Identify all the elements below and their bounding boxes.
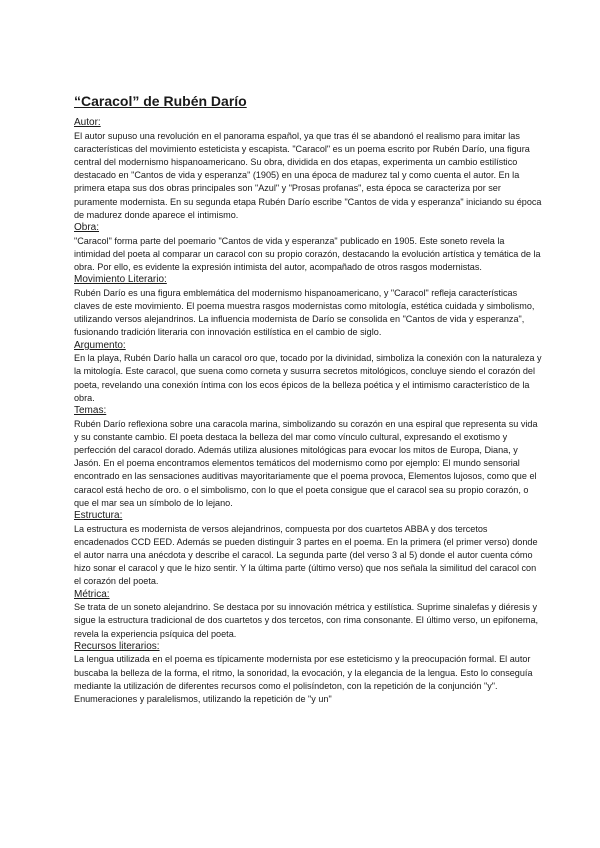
section-text: La lengua utilizada en el poema es típicamente modernista por ese esteticismo y la preocupación formal. El autor buscaba la belleza de la forma, el ritmo, la sonoridad, la evocación, y la elegancia de la lengua. Esto lo conseguía mediante la utilización de diferentes recursos como el polisíndeton, con la repetición de la conjunción "y". Enumeraciones y paralelismos, utilizando la repetición de "y un": [74, 654, 533, 705]
section-text: "Caracol" forma parte del poemario "Cantos de vida y esperanza" publicado en 1905. Este soneto revela la intimidad del poeta al comparar un caracol con su propio corazón, destacando la evolución artística y temática de la obra. Por ello, es evidente la expresión intimista del autor, acompañado de otros rasgos modernistas.: [74, 235, 541, 273]
section-recursos-literarios: [74, 641, 542, 706]
section-text: Se trata de un soneto alejandrino. Se destaca por su innovación métrica y estilística. Suprime sinalefas y diéresis y sigue la estructura tradicional de dos cuartetos y dos tercetos, con rima consonante. El último verso, un epifonema, revela la experiencia psíquica del poeta.: [74, 602, 539, 639]
section-heading: Obra:: [74, 222, 100, 234]
section-heading: Movimiento Literario:: [74, 274, 167, 286]
section-heading: Estructura:: [74, 510, 123, 522]
section-heading: Temas:: [74, 405, 107, 417]
section-heading: Argumento:: [74, 339, 126, 351]
section-heading: Métrica:: [74, 588, 110, 600]
document-title: “Caracol” de Rubén Darío: [74, 93, 247, 109]
section-metrica: [74, 589, 542, 641]
section-estructura: [74, 510, 542, 589]
section-autor: [74, 117, 542, 222]
section-text: En la playa, Rubén Darío halla un caracol oro que, tocado por la divinidad, simboliza la conexión con la naturaleza y la mitología. Este caracol, que suena como corneta y susurra secretos mitológicos, concluye siendo el corazón del poeta, revelando una conexión íntima con los ecos épicos de la belleza poética y el intimismo característico de la obra.: [74, 353, 542, 403]
section-text: El autor supuso una revolución en el panorama español, ya que tras él se abandonó el realismo para imitar las características del movimiento esteticista y escapista. "Caracol" es un poema escrito por Rubén Darío, una figura central del modernismo hispanoamericano. Su obra, dividida en dos etapas, experimenta un cambio estilístico destacado en "Cantos de vida y esperanza" (1905) en una época de madurez tal y como cuenta el autor. En la primera etapa sus dos obras principales son "Azul" y "Prosas profanas", esta época se caracteriza por ser puramente modernista. En su segunda etapa Rubén Darío escribe "Cantos de vida y esperanza" iniciando su época de madurez donde aparece el intimismo.: [74, 130, 542, 220]
section-obra: [74, 222, 542, 274]
section-argumento: [74, 340, 542, 405]
section-text: Rubén Darío reflexiona sobre una caracola marina, simbolizando su corazón en una espiral que representa su vida y su constante cambio. El poeta destaca la belleza del mar como vínculo cultural, expresando el exotismo y perfección del caracol dorado. Además utiliza alusiones mitológicas para evocar los mitos de Europa, Diana, y Jasón. En el poema encontramos elementos temáticos del modernismo como por ejemplo: El mundo sensorial encontrado en las sensaciones auditivas mayoritariamente que el poema provoca, Elementos lujosos, como que el caracol está hecho de oro. o el simbolismo, con lo que el poeta consigue que el caracol sea su propio corazón, o que el mar sea un símbolo de lo lejano.: [74, 418, 538, 508]
section-text: La estructura es modernista de versos alejandrinos, compuesta por dos cuartetos ABBA y dos tercetos encadenados CCD EED. Además se pueden distinguir 3 partes en el poema. En la primera (el primer verso) donde el autor narra una anécdota y describe el caracol. La segunda parte (del verso 3 al 5) donde el autor cuenta cómo hizo sonar el caracol y que le hizo sentir. Y la última parte (último verso) que nos señala la similitud del caracol con el corazón del poeta.: [74, 523, 538, 587]
section-movimiento-literario: [74, 274, 542, 339]
section-text: Rubén Darío es una figura emblemática del modernismo hispanoamericano, y "Caracol" refleja características claves de este movimiento. El poema muestra rasgos modernistas como mitología, estética cuidada y simbolismo, utilizando versos alejandrinos. La influencia modernista de Darío se consolida en "Cantos de vida y esperanza", fusionando tradición literaria con innovación estilística en el cambio de siglo.: [74, 287, 535, 338]
section-heading: Recursos literarios:: [74, 640, 160, 652]
section-heading: Autor:: [74, 117, 101, 128]
section-temas: [74, 405, 542, 510]
